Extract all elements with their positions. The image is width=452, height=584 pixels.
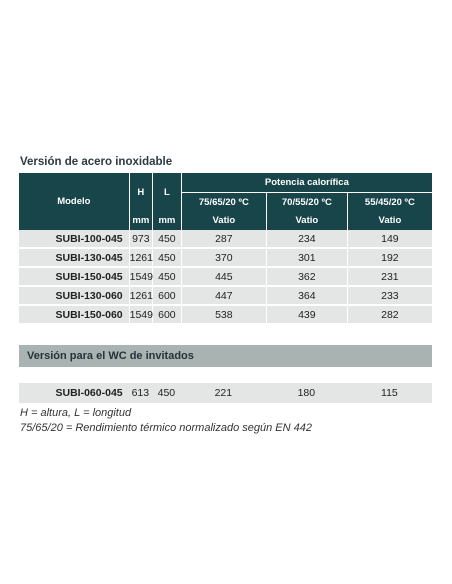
header-h-unit: mm <box>129 211 152 230</box>
l-cell: 450 <box>152 268 181 287</box>
wc-section-title: Versión para el WC de invitados <box>27 350 194 362</box>
table-row <box>19 268 432 287</box>
model-cell: SUBI-130-060 <box>19 287 129 306</box>
power-cell: 234 <box>266 230 347 249</box>
power-cell: 115 <box>347 383 432 403</box>
table-row <box>19 383 432 403</box>
l-cell: 450 <box>152 383 181 403</box>
footnote-standard: 75/65/20 = Rendimiento térmico normalizado según EN 442 <box>20 422 312 434</box>
header-temp-1: 75/65/20 ºC <box>181 193 266 211</box>
power-cell: 180 <box>266 383 347 403</box>
wc-section-bar <box>19 345 432 367</box>
table-row <box>19 287 432 306</box>
table-row <box>19 249 432 268</box>
h-cell: 1261 <box>129 287 152 306</box>
model-cell: SUBI-130-045 <box>19 249 129 268</box>
table-row <box>19 306 432 325</box>
model-cell: SUBI-150-045 <box>19 268 129 287</box>
header-power: Potencia calorífica <box>181 173 432 193</box>
header-h: H <box>129 173 152 211</box>
model-cell: SUBI-150-060 <box>19 306 129 325</box>
power-cell: 445 <box>181 268 266 287</box>
l-cell: 450 <box>152 230 181 249</box>
footnote-dimensions: H = altura, L = longitud <box>20 407 132 419</box>
model-cell: SUBI-100-045 <box>19 230 129 249</box>
l-cell: 600 <box>152 306 181 325</box>
header-unit-3: Vatio <box>347 211 432 230</box>
power-cell: 447 <box>181 287 266 306</box>
power-cell: 221 <box>181 383 266 403</box>
power-cell: 282 <box>347 306 432 325</box>
h-cell: 973 <box>129 230 152 249</box>
l-cell: 450 <box>152 249 181 268</box>
header-l-unit: mm <box>152 211 181 230</box>
power-cell: 233 <box>347 287 432 306</box>
power-cell: 362 <box>266 268 347 287</box>
header-model: Modelo <box>19 173 129 230</box>
header-temp-2: 70/55/20 ºC <box>266 193 347 211</box>
header-l: L <box>152 173 181 211</box>
power-cell: 538 <box>181 306 266 325</box>
header-temp-3: 55/45/20 ºC <box>347 193 432 211</box>
header-unit-2: Vatio <box>266 211 347 230</box>
power-cell: 192 <box>347 249 432 268</box>
wc-spec-table <box>19 383 432 403</box>
h-cell: 1549 <box>129 268 152 287</box>
h-cell: 1549 <box>129 306 152 325</box>
header-unit-1: Vatio <box>181 211 266 230</box>
table-row <box>19 230 432 249</box>
power-cell: 439 <box>266 306 347 325</box>
model-cell: SUBI-060-045 <box>19 383 129 403</box>
h-cell: 613 <box>129 383 152 403</box>
l-cell: 600 <box>152 287 181 306</box>
power-cell: 370 <box>181 249 266 268</box>
radiator-spec-table <box>19 173 432 325</box>
power-cell: 301 <box>266 249 347 268</box>
power-cell: 287 <box>181 230 266 249</box>
power-cell: 364 <box>266 287 347 306</box>
h-cell: 1261 <box>129 249 152 268</box>
power-cell: 149 <box>347 230 432 249</box>
power-cell: 231 <box>347 268 432 287</box>
section-title: Versión de acero inoxidable <box>20 156 173 168</box>
